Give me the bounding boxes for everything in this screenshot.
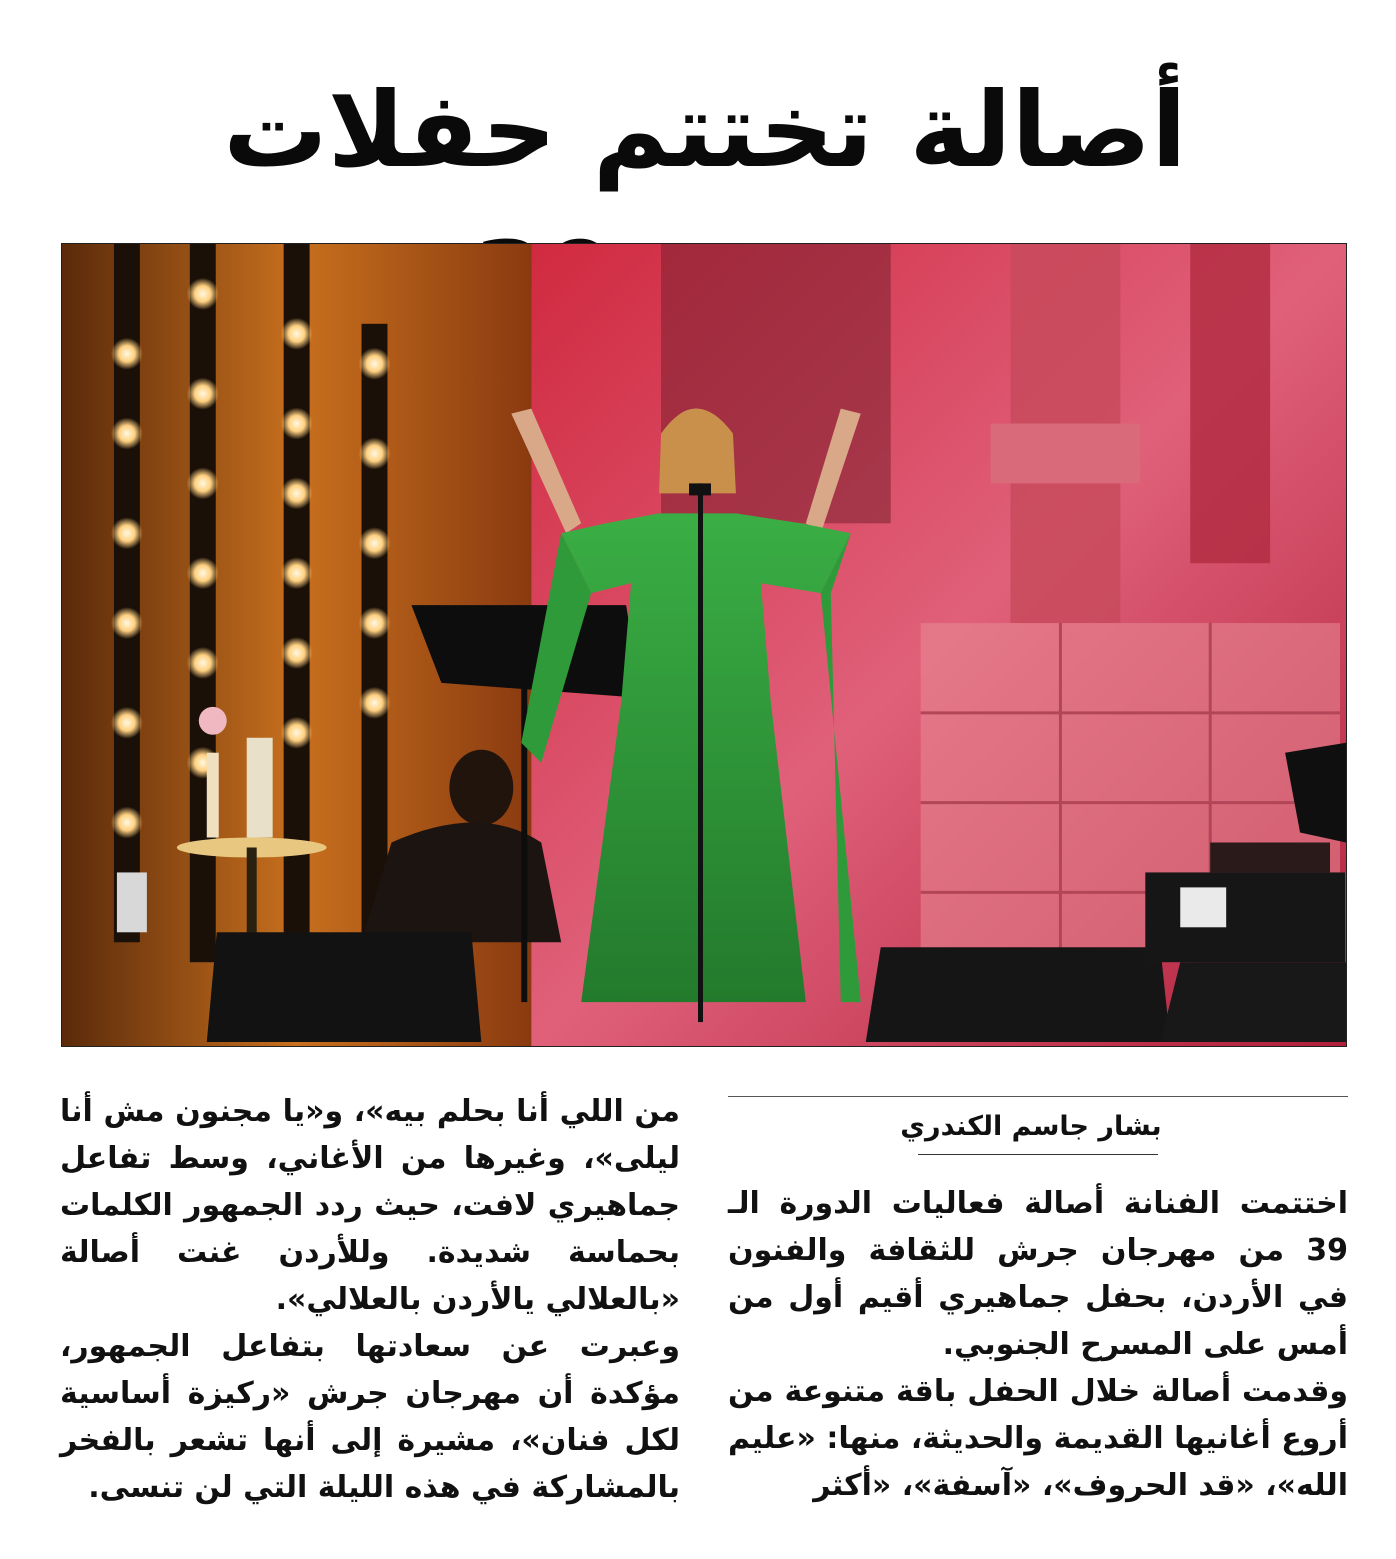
- byline-underline: [918, 1154, 1158, 1155]
- paragraph: من اللي أنا بحلم بيه»، و«يا مجنون مش أنا ليلى»، وغيرها من الأغاني، وسط تفاعل جماهيري لافت، حيث ردد الجمهور الكلمات بحماسة شديدة. وللأردن غنت أصالة «بالعلالي يالأردن بالعلالي».: [60, 1094, 680, 1317]
- article-column-left: [60, 1088, 680, 1511]
- concert-photo: [61, 243, 1347, 1047]
- article-column-right: [728, 1180, 1348, 1509]
- paragraph: وعبرت عن سعادتها بتفاعل الجمهور، مؤكدة أن مهرجان جرش «ركيزة أساسية لكل فنان»، مشيرة إلى أنها تشعر بالفخر بالمشاركة في هذه الليلة التي لن تنسى.: [60, 1329, 680, 1505]
- headline: أصالة تختتم حفلات: [223, 69, 1187, 191]
- concert-photo-illustration: [62, 244, 1346, 1046]
- byline-top-rule: [728, 1096, 1348, 1097]
- byline: بشار جاسم الكندري: [900, 1111, 1162, 1142]
- paragraph: اختتمت الفنانة أصالة فعاليات الدورة الـ 39 من مهرجان جرش للثقافة والفنون في الأردن، بحفل جماهيري أقيم أول من أمس على المسرح الجنوبي.: [728, 1186, 1348, 1362]
- paragraph: وقدمت أصالة خلال الحفل باقة متنوعة من أروع أغانيها القديمة والحديثة، منها: «عليم الله»، «قد الحروف»، «آسفة»، «أكثر: [728, 1374, 1348, 1503]
